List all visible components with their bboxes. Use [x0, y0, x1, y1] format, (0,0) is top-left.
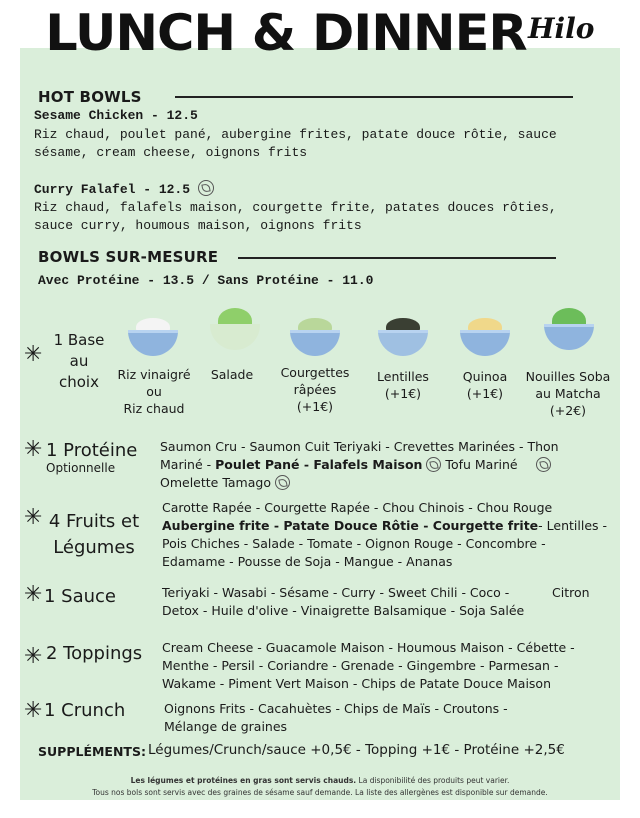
toppings-label: 2 Toppings [46, 643, 143, 664]
asterisk-icon: ✳ [24, 505, 43, 530]
base-option-soba: Nouilles Soba au Matcha (+2€) [525, 369, 611, 418]
base-option-zucchini: Courgettes râpées (+1€) [280, 365, 350, 414]
veg-options: Carotte Rapée - Courgette Rapée - Chou Chinois - Chou Rouge Aubergine frite - Patate Douce Rôtie - Courgette frite- Lentilles - Pois Chiches - Salade - Tomate - Oignon Rouge - Concombre - Edamame - Pousse de Soja - Mangue - Ananas [162, 500, 608, 569]
asterisk-icon: ✳ [24, 582, 43, 607]
crunch-label: 1 Crunch [44, 700, 126, 721]
supplements-label: SUPPLÉMENTS: [38, 744, 146, 759]
base-label: 1 Base au choix [53, 331, 105, 391]
base-zucchini-bowl-icon [290, 318, 340, 358]
asterisk-icon: ✳ [24, 437, 43, 462]
base-option-lentils: Lentilles (+1€) [377, 369, 429, 401]
base-option-salad: Salade [210, 367, 254, 382]
item-curry-falafel-desc: Riz chaud, falafels maison, courgette frite, patates douces rôties, sauce curry, houmous maison, oignons frits [34, 200, 557, 233]
asterisk-icon: ✳ [24, 342, 43, 367]
protein-label: 1 Protéine [46, 440, 138, 461]
sauce-label: 1 Sauce [44, 586, 117, 607]
asterisk-icon: ✳ [24, 644, 43, 669]
vegetarian-leaf-icon [426, 457, 441, 472]
toppings-options: Cream Cheese - Guacamole Maison - Houmous Maison - Cébette - Menthe - Persil - Coriandre - Grenade - Gingembre - Parmesan - Wakame - Piment Vert Maison - Chips de Patate Douce Maison [162, 640, 575, 691]
asterisk-icon: ✳ [24, 698, 43, 723]
item-sesame-chicken-desc: Riz chaud, poulet pané, aubergine frites, patate douce rôtie, sauce sésame, cream cheese, oignons frits [34, 127, 557, 160]
base-rice-bowl-icon [128, 318, 178, 358]
veg-label: 4 Fruits et Légumes [48, 511, 140, 558]
base-quinoa-bowl-icon [460, 318, 510, 358]
vegetarian-leaf-icon [536, 457, 551, 472]
item-curry-falafel-name: Curry Falafel - 12.5 [34, 180, 214, 197]
footer-note-1: Les légumes et protéines en gras sont servis chauds. La disponibilité des produits peut varier. [130, 776, 510, 785]
base-soba-bowl-icon [544, 312, 594, 352]
footer-note-2: Tous nos bols sont servis avec des graines de sésame sauf demande. La liste des allergènes est disponible sur demande. [92, 788, 548, 797]
base-option-quinoa: Quinoa (+1€) [462, 369, 508, 401]
vegetarian-leaf-icon [198, 180, 214, 196]
section-divider [238, 257, 556, 259]
custom-pricing: Avec Protéine - 13.5 / Sans Protéine - 11.0 [38, 273, 374, 288]
base-lentils-bowl-icon [378, 318, 428, 358]
protein-optional-label: Optionnelle [46, 461, 116, 475]
item-sesame-chicken-name: Sesame Chicken - 12.5 [34, 108, 198, 123]
vegetarian-leaf-icon [275, 475, 290, 490]
brand-logo: Hilo [528, 12, 595, 45]
supplements-text: Légumes/Crunch/sauce +0,5€ - Topping +1€ - Protéine +2,5€ [148, 742, 565, 758]
crunch-options: Oignons Frits - Cacahuètes - Chips de Maïs - Croutons - Mélange de graines [164, 701, 508, 734]
sauce-options: Teriyaki - Wasabi - Sésame - Curry - Sweet Chili - Coco - Citron Detox - Huile d'olive - Vinaigrette Balsamique - Soja Salée [162, 585, 590, 618]
menu-title: LUNCH & DINNER [45, 4, 527, 62]
custom-bowls-heading: BOWLS SUR-MESURE [38, 248, 219, 266]
base-salad-bowl-icon [210, 312, 260, 352]
hot-bowls-heading: HOT BOWLS [38, 88, 142, 106]
base-option-rice: Riz vinaigré ou Riz chaud [117, 367, 191, 416]
section-divider [175, 96, 573, 98]
protein-options: Saumon Cru - Saumon Cuit Teriyaki - Crevettes Marinées - Thon Mariné - Poulet Pané - Falafels Maison Tofu Mariné Omelette Tamago [160, 439, 559, 490]
